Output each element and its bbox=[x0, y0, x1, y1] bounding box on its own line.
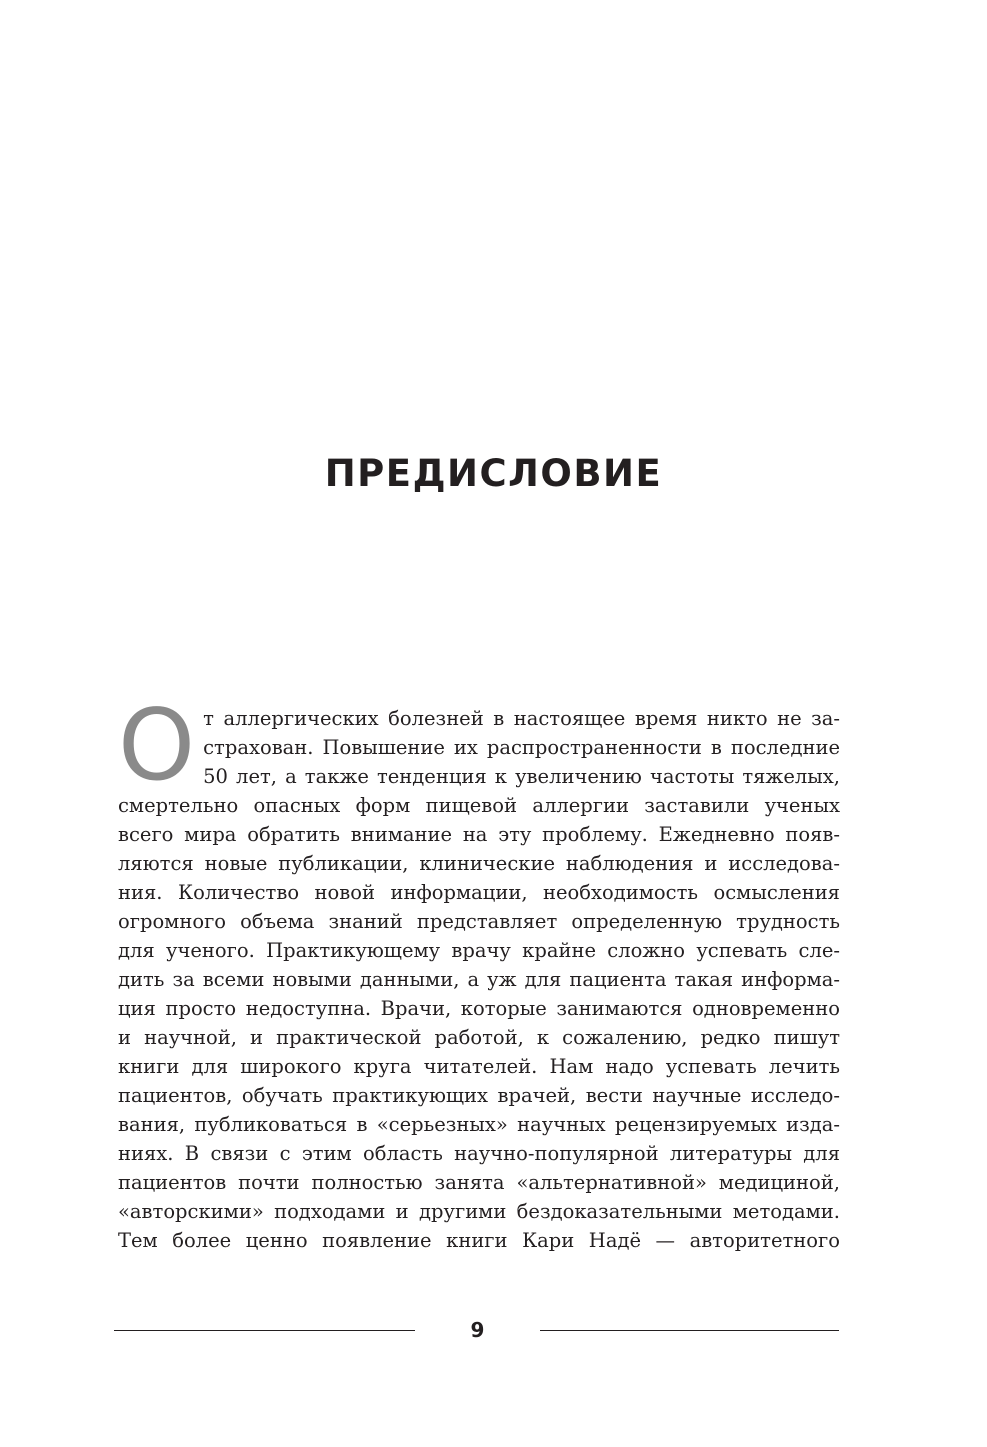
body-text bbox=[118, 689, 840, 1255]
text-line: ния. Количество новой информации, необходимость осмысления bbox=[118, 881, 840, 904]
text-line: 50 лет, а также тенденция к увеличению частоты тяжелых, bbox=[203, 765, 840, 788]
chapter-title: ПРЕДИСЛОВИЕ bbox=[324, 452, 663, 495]
text-line: ляются новые публикации, клинические наблюдения и исследова- bbox=[118, 852, 840, 875]
footer-rule-right bbox=[540, 1330, 839, 1331]
drop-cap: О bbox=[118, 689, 196, 803]
page-number: 9 bbox=[470, 1318, 485, 1342]
text-line: всего мира обратить внимание на эту проблему. Ежедневно появ- bbox=[118, 823, 840, 846]
text-line: пациентов почти полностью занята «альтернативной» медициной, bbox=[118, 1171, 840, 1194]
text-line: для ученого. Практикующему врачу крайне сложно успевать сле- bbox=[118, 939, 840, 962]
text-line: и научной, и практической работой, к сожалению, редко пишут bbox=[118, 1026, 840, 1049]
page-footer bbox=[114, 1318, 839, 1348]
text-line: т аллергических болезней в настоящее время никто не за- bbox=[203, 707, 840, 730]
text-line: «авторскими» подходами и другими бездоказательными методами. bbox=[118, 1200, 840, 1223]
text-line: пациентов, обучать практикующих врачей, вести научные исследо- bbox=[118, 1084, 840, 1107]
text-line: страхован. Повышение их распространенности в последние bbox=[203, 736, 840, 759]
text-line: Тем более ценно появление книги Кари Надё — авторитетного bbox=[118, 1229, 840, 1252]
text-line: огромного объема знаний представляет определенную трудность bbox=[118, 910, 840, 933]
text-line: ция просто недоступна. Врачи, которые занимаются одновременно bbox=[118, 997, 840, 1020]
text-line: дить за всеми новыми данными, а уж для пациента такая информа- bbox=[118, 968, 840, 991]
text-line: смертельно опасных форм пищевой аллергии заставили ученых bbox=[118, 794, 840, 817]
text-line: ниях. В связи с этим область научно-популярной литературы для bbox=[118, 1142, 840, 1165]
text-line: книги для широкого круга читателей. Нам надо успевать лечить bbox=[118, 1055, 840, 1078]
text-line: вания, публиковаться в «серьезных» научных рецензируемых изда- bbox=[118, 1113, 840, 1136]
footer-rule-left bbox=[114, 1330, 415, 1331]
